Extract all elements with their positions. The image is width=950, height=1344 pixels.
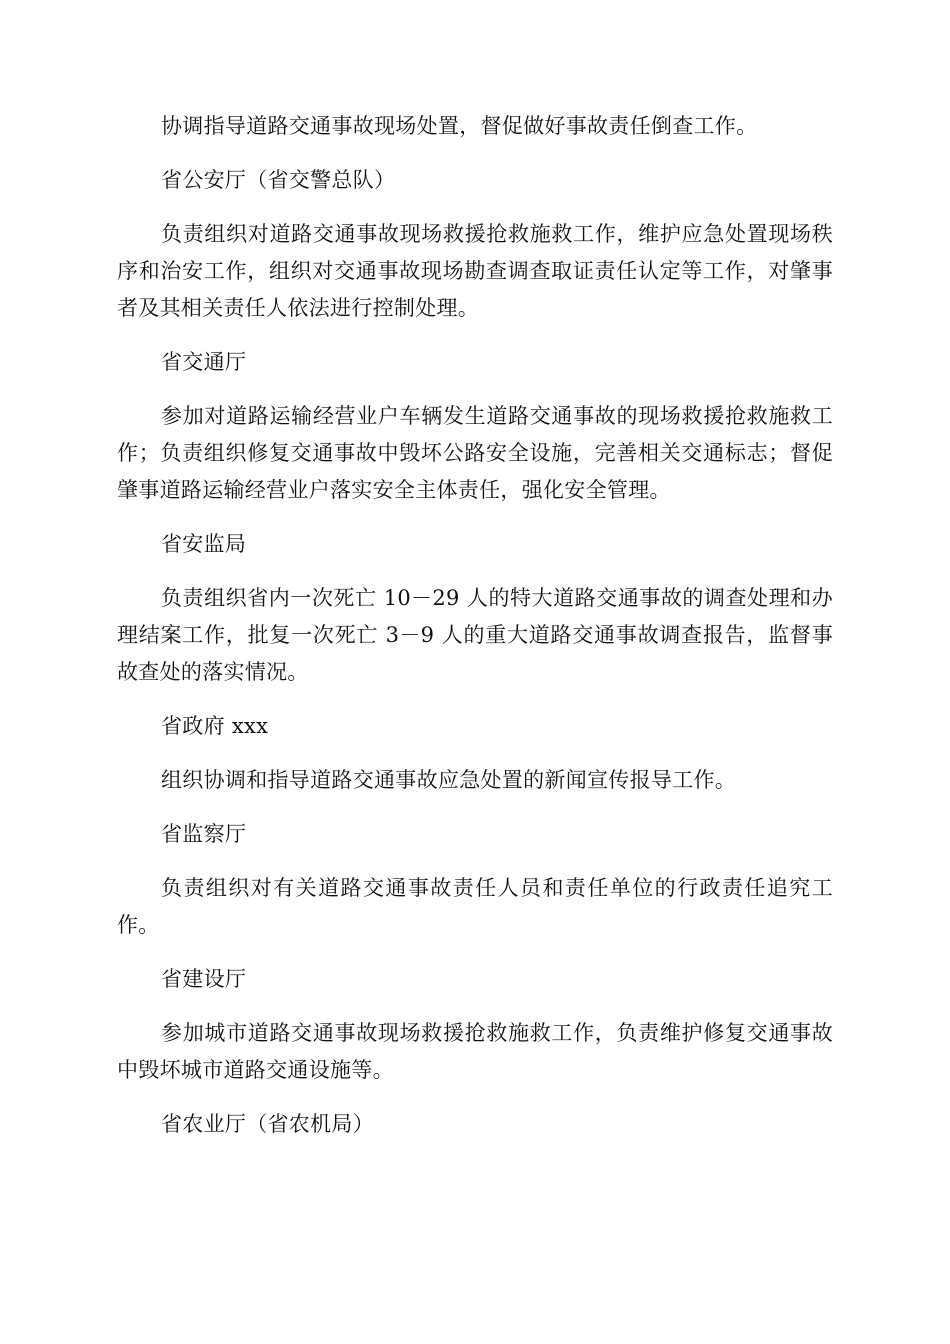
- paragraph-safety-supervision-duty: 负责组织省内一次死亡 10－29 人的特大道路交通事故的调查处理和办理结案工作，批复一次死亡 3－9 人的重大道路交通事故调查报告，监督事故查处的落实情况。: [117, 586, 833, 684]
- paragraph-public-security-duty: 负责组织对道路交通事故现场救援抢救施救工作，维护应急处置现场秩序和治安工作，组织对交通事故现场勘查调查取证责任认定等工作，对肇事者及其相关责任人依法进行控制处理。: [117, 222, 833, 320]
- heading-safety-supervision: 省安监局: [161, 532, 247, 556]
- heading-public-security: 省公安厅（省交警总队）: [161, 168, 396, 192]
- document-page: [117, 108, 833, 1143]
- paragraph-transport-duty: 参加对道路运输经营业户车辆发生道路交通事故的现场救援抢救施救工作；负责组织修复交通事故中毁坏公路安全设施，完善相关交通标志；督促肇事道路运输经营业户落实安全主体责任，强化安全管理。: [117, 404, 833, 502]
- heading-agriculture: 省农业厅（省农机局）: [161, 1112, 374, 1136]
- heading-supervision: 省监察厅: [161, 822, 247, 846]
- heading-government: 省政府 xxx: [161, 714, 269, 738]
- paragraph-construction-duty: 参加城市道路交通事故现场救援抢救施救工作，负责维护修复交通事故中毁坏城市道路交通设施等。: [117, 1021, 833, 1082]
- paragraph-duty-coordination: 协调指导道路交通事故现场处置，督促做好事故责任倒查工作。: [161, 114, 758, 138]
- heading-transport: 省交通厅: [161, 350, 247, 374]
- paragraph-government-duty: 组织协调和指导道路交通事故应急处置的新闻宣传报导工作。: [161, 768, 737, 792]
- heading-construction: 省建设厅: [161, 967, 247, 991]
- paragraph-supervision-duty: 负责组织对有关道路交通事故责任人员和责任单位的行政责任追究工作。: [117, 876, 833, 937]
